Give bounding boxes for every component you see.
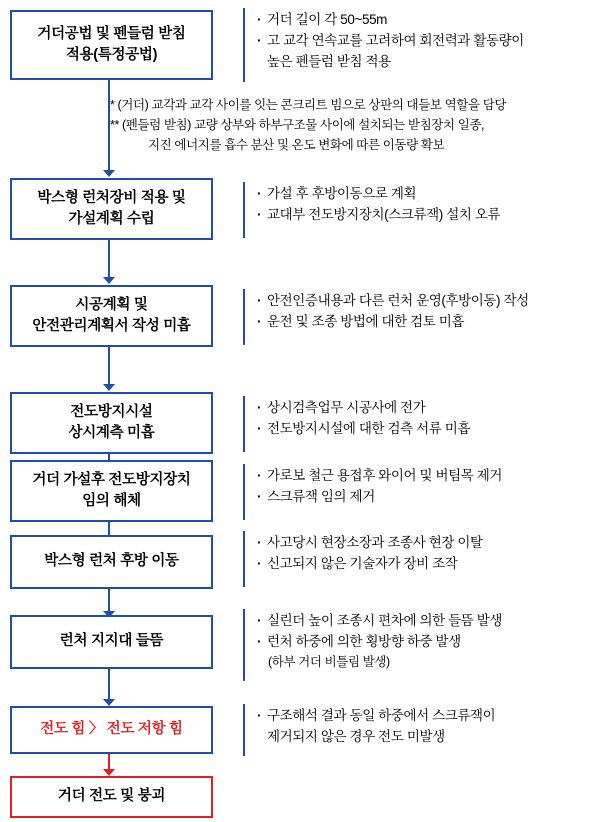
flow-box-step3-line1: 시공계획 및	[75, 296, 148, 313]
flow-box-step7	[10, 615, 213, 669]
detail-subnote: (하부 거더 비틀림 발생)	[268, 654, 390, 669]
footnote-2-cont: 지진 에너지를 흡수 분산 및 온도 변화에 따른 이동량 확보	[148, 138, 445, 152]
detail-line: · 상시검측업무 시공사에 전가	[257, 398, 593, 419]
flow-box-step2-line1: 박스형 런처장비 적용 및	[37, 189, 186, 206]
flow-box-step1-line1: 거더공법 및 펜들럼 받침	[37, 25, 186, 42]
flow-detail-step8	[243, 704, 593, 756]
flow-detail-step5	[243, 464, 593, 520]
flow-box-step1	[10, 10, 213, 80]
connector-1-2	[108, 80, 110, 171]
flow-box-step8-line1: 전도 힘 〉 전도 저항 힘	[40, 721, 183, 738]
detail-line: · 런처 하중에 의한 횡방향 하중 발생	[257, 632, 593, 653]
footnote-2-marker: **	[110, 118, 119, 132]
detail-line: · 거더 길이 각 50~55m	[257, 10, 593, 31]
flow-box-step6-line1: 박스형 런처 후방 이동	[44, 553, 179, 570]
flow-detail-step6	[243, 531, 593, 587]
flow-detail-step4	[243, 396, 593, 452]
detail-line: 높은 펜들럼 받침 적용	[267, 53, 391, 69]
detail-line: · 구조해석 결과 동일 하중에서 스크류잭이	[257, 706, 593, 727]
flow-box-step2	[10, 178, 213, 240]
footnote-2-text: 교량 상부와 하부구조물 사이에 설치되는 받침장치 일종,	[194, 118, 485, 132]
footnote-2-term: (펜들럼 받침)	[122, 118, 191, 132]
flow-box-step4-line1: 전도방지시설	[70, 403, 153, 420]
flow-box-step8	[10, 706, 213, 754]
flow-box-step4	[10, 392, 213, 454]
footnote-block	[110, 95, 595, 155]
detail-line: · 실린더 높이 조종시 편차에 의한 들뜸 발생	[257, 611, 593, 632]
flow-box-step2-line2: 가설계획 수립	[68, 211, 155, 227]
detail-line: · 신고되지 않은 기술자가 장비 조작	[257, 554, 593, 575]
arrowhead-1-2	[103, 170, 115, 177]
flow-box-step3	[10, 285, 213, 347]
footnote-2	[110, 115, 595, 135]
footnote-1-term: (거더)	[117, 98, 149, 112]
connector-3-4	[108, 347, 110, 385]
flow-box-step9-final	[10, 776, 213, 818]
flow-detail-step3	[243, 289, 593, 345]
detail-line: · 고 교각 연속교를 고려하여 회전력과 활동량이	[257, 31, 593, 52]
arrowhead-7-8	[103, 699, 115, 706]
detail-line: · 안전인증내용과 다른 런처 운영(후방이동) 작성	[257, 291, 593, 312]
footnote-1-marker: *	[110, 98, 115, 112]
flow-box-step6	[10, 535, 213, 589]
flow-box-step9-line1: 거더 전도 및 붕괴	[57, 788, 166, 805]
connector-7-8	[108, 669, 110, 700]
connector-8-9	[108, 754, 110, 770]
arrowhead-8-9	[103, 769, 115, 776]
footnote-1	[110, 95, 595, 115]
arrowhead-2-3	[103, 277, 115, 284]
connector-6-7	[108, 589, 110, 612]
detail-line: · 사고당시 현장소장과 조종사 현장 이탈	[257, 533, 593, 554]
detail-line: 제거되지 않은 경우 전도 미발생	[267, 728, 445, 744]
detail-line: · 교대부 전도방지장치(스크류잭) 설치 오류	[257, 205, 593, 226]
flow-detail-step7	[243, 609, 593, 681]
detail-line: · 가설 후 후방이동으로 계획	[257, 184, 593, 205]
flow-box-step7-line1: 런처 지지대 들뜸	[59, 633, 164, 650]
flow-box-step5-line2: 임의 해체	[82, 493, 141, 509]
detail-line: · 가로보 철근 용접후 와이어 및 버팀목 제거	[257, 466, 593, 487]
detail-line: · 스크류잭 임의 제거	[257, 487, 593, 508]
connector-2-3	[108, 240, 110, 278]
flow-detail-step1	[243, 8, 593, 82]
flow-box-step5-line1: 거더 가설후 전도방지장치	[32, 471, 191, 488]
footnote-1-text: 교각과 교각 사이를 잇는 콘크리트 빔으로 상판의 대들보 역할을 담당	[151, 98, 507, 112]
flow-box-step3-line2: 안전관리계획서 작성 미흡	[32, 318, 191, 334]
arrowhead-3-4	[103, 384, 115, 391]
flow-detail-step2	[243, 182, 593, 238]
flow-box-step1-line2: 적용(특정공법)	[65, 47, 158, 63]
flow-box-step5	[10, 460, 213, 522]
flow-box-step4-line2: 상시계측 미흡	[68, 425, 155, 441]
detail-line: · 전도방지시설에 대한 검측 서류 미흡	[257, 419, 593, 440]
detail-line: · 운전 및 조종 방법에 대한 검토 미흡	[257, 312, 593, 333]
